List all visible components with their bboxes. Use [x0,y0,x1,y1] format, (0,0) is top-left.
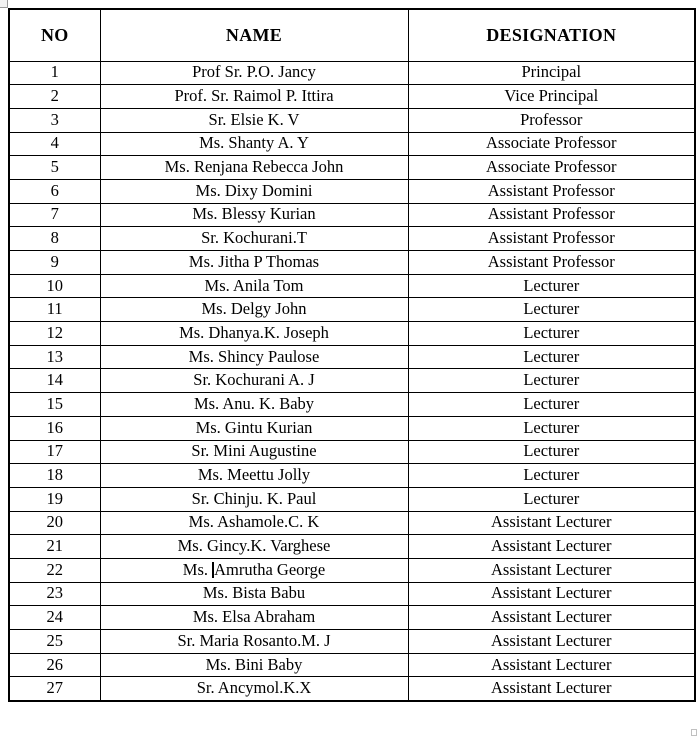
cell-designation[interactable]: Assistant Lecturer [408,558,695,582]
cell-designation[interactable]: Lecturer [408,464,695,488]
cell-designation[interactable]: Lecturer [408,369,695,393]
cell-name[interactable]: Sr. Mini Augustine [100,440,408,464]
cell-designation[interactable]: Lecturer [408,440,695,464]
cell-designation[interactable]: Lecturer [408,416,695,440]
table-row [9,108,695,132]
cell-no[interactable]: 13 [9,345,100,369]
cell-name[interactable]: Ms. Amrutha George [100,558,408,582]
cell-designation[interactable]: Lecturer [408,345,695,369]
cell-name[interactable]: Prof Sr. P.O. Jancy [100,61,408,85]
cell-designation[interactable]: Vice Principal [408,85,695,109]
cell-no[interactable]: 16 [9,416,100,440]
cell-designation[interactable]: Assistant Lecturer [408,606,695,630]
cell-no[interactable]: 25 [9,630,100,654]
table-row [9,179,695,203]
cell-no[interactable]: 11 [9,298,100,322]
cell-name[interactable]: Ms. Dhanya.K. Joseph [100,322,408,346]
cell-name[interactable]: Ms. Dixy Domini [100,179,408,203]
cell-name[interactable]: Ms. Gincy.K. Varghese [100,535,408,559]
table-row [9,203,695,227]
cell-no[interactable]: 1 [9,61,100,85]
cell-designation[interactable]: Lecturer [408,322,695,346]
cell-no[interactable]: 2 [9,85,100,109]
table-row [9,558,695,582]
table-row [9,251,695,275]
cell-name[interactable]: Sr. Kochurani A. J [100,369,408,393]
table-row [9,227,695,251]
cell-no[interactable]: 21 [9,535,100,559]
table-row [9,677,695,701]
cell-no[interactable]: 12 [9,322,100,346]
cell-no[interactable]: 26 [9,653,100,677]
table-row [9,440,695,464]
cell-no[interactable]: 19 [9,487,100,511]
table-row [9,369,695,393]
table-row [9,487,695,511]
table-move-handle-icon[interactable] [0,0,8,8]
table-row [9,274,695,298]
table-row [9,298,695,322]
column-header-no[interactable]: NO [9,9,100,61]
cell-no[interactable]: 27 [9,677,100,701]
cell-no[interactable]: 9 [9,251,100,275]
cell-designation[interactable]: Assistant Professor [408,251,695,275]
cell-designation[interactable]: Assistant Lecturer [408,653,695,677]
cell-designation[interactable]: Assistant Lecturer [408,630,695,654]
cell-designation[interactable]: Assistant Lecturer [408,677,695,701]
cell-no[interactable]: 24 [9,606,100,630]
table-row [9,535,695,559]
cell-no[interactable]: 5 [9,156,100,180]
cell-name[interactable]: Ms. Delgy John [100,298,408,322]
table-row [9,61,695,85]
cell-name[interactable]: Ms. Ashamole.C. K [100,511,408,535]
column-header-name[interactable]: NAME [100,9,408,61]
cell-no[interactable]: 8 [9,227,100,251]
cell-no[interactable]: 10 [9,274,100,298]
cell-no[interactable]: 15 [9,393,100,417]
cell-no[interactable]: 4 [9,132,100,156]
cell-name[interactable]: Ms. Bini Baby [100,653,408,677]
cell-no[interactable]: 7 [9,203,100,227]
cell-no[interactable]: 14 [9,369,100,393]
table-row [9,511,695,535]
cell-name[interactable]: Ms. Gintu Kurian [100,416,408,440]
table-row [9,322,695,346]
cell-no[interactable]: 22 [9,558,100,582]
cell-no[interactable]: 18 [9,464,100,488]
table-row [9,630,695,654]
text-cursor [212,562,214,578]
table-row [9,393,695,417]
cell-designation[interactable]: Lecturer [408,487,695,511]
cell-designation[interactable]: Associate Professor [408,132,695,156]
cell-name[interactable]: Ms. Anu. K. Baby [100,393,408,417]
table-resize-handle-icon[interactable] [691,729,697,736]
table-header-row [9,9,695,61]
table-row [9,606,695,630]
cell-designation[interactable]: Lecturer [408,274,695,298]
cell-no[interactable]: 6 [9,179,100,203]
cell-name[interactable]: Ms. Blessy Kurian [100,203,408,227]
table-body [9,61,695,701]
cell-name[interactable]: Prof. Sr. Raimol P. Ittira [100,85,408,109]
table-row [9,464,695,488]
cell-no[interactable]: 20 [9,511,100,535]
cell-name[interactable]: Sr. Chinju. K. Paul [100,487,408,511]
cell-no[interactable]: 17 [9,440,100,464]
table-row [9,582,695,606]
cell-designation[interactable]: Assistant Professor [408,227,695,251]
cell-name[interactable]: Sr. Kochurani.T [100,227,408,251]
cell-name[interactable]: Ms. Shincy Paulose [100,345,408,369]
table-row [9,416,695,440]
cell-name[interactable]: Sr. Maria Rosanto.M. J [100,630,408,654]
cell-designation[interactable]: Lecturer [408,298,695,322]
cell-no[interactable]: 23 [9,582,100,606]
table-row [9,132,695,156]
cell-designation[interactable]: Assistant Lecturer [408,511,695,535]
cell-designation[interactable]: Lecturer [408,393,695,417]
cell-designation[interactable]: Principal [408,61,695,85]
column-header-designation[interactable]: DESIGNATION [408,9,695,61]
cell-designation[interactable]: Assistant Lecturer [408,582,695,606]
cell-designation[interactable]: Assistant Professor [408,179,695,203]
cell-name[interactable]: Sr. Ancymol.K.X [100,677,408,701]
cell-designation[interactable]: Assistant Lecturer [408,535,695,559]
faculty-table [8,8,696,702]
cell-designation[interactable]: Professor [408,108,695,132]
cell-name[interactable]: Ms. Jitha P Thomas [100,251,408,275]
table-row [9,345,695,369]
cell-name[interactable]: Ms. Elsa Abraham [100,606,408,630]
cell-name[interactable]: Ms. Renjana Rebecca John [100,156,408,180]
cell-name[interactable]: Ms. Meettu Jolly [100,464,408,488]
table-row [9,653,695,677]
cell-no[interactable]: 3 [9,108,100,132]
cell-name[interactable]: Ms. Shanty A. Y [100,132,408,156]
cell-designation[interactable]: Associate Professor [408,156,695,180]
cell-designation[interactable]: Assistant Professor [408,203,695,227]
cell-name[interactable]: Ms. Anila Tom [100,274,408,298]
table-row [9,85,695,109]
cell-name[interactable]: Ms. Bista Babu [100,582,408,606]
table-header [9,9,695,61]
cell-name[interactable]: Sr. Elsie K. V [100,108,408,132]
table-row [9,156,695,180]
